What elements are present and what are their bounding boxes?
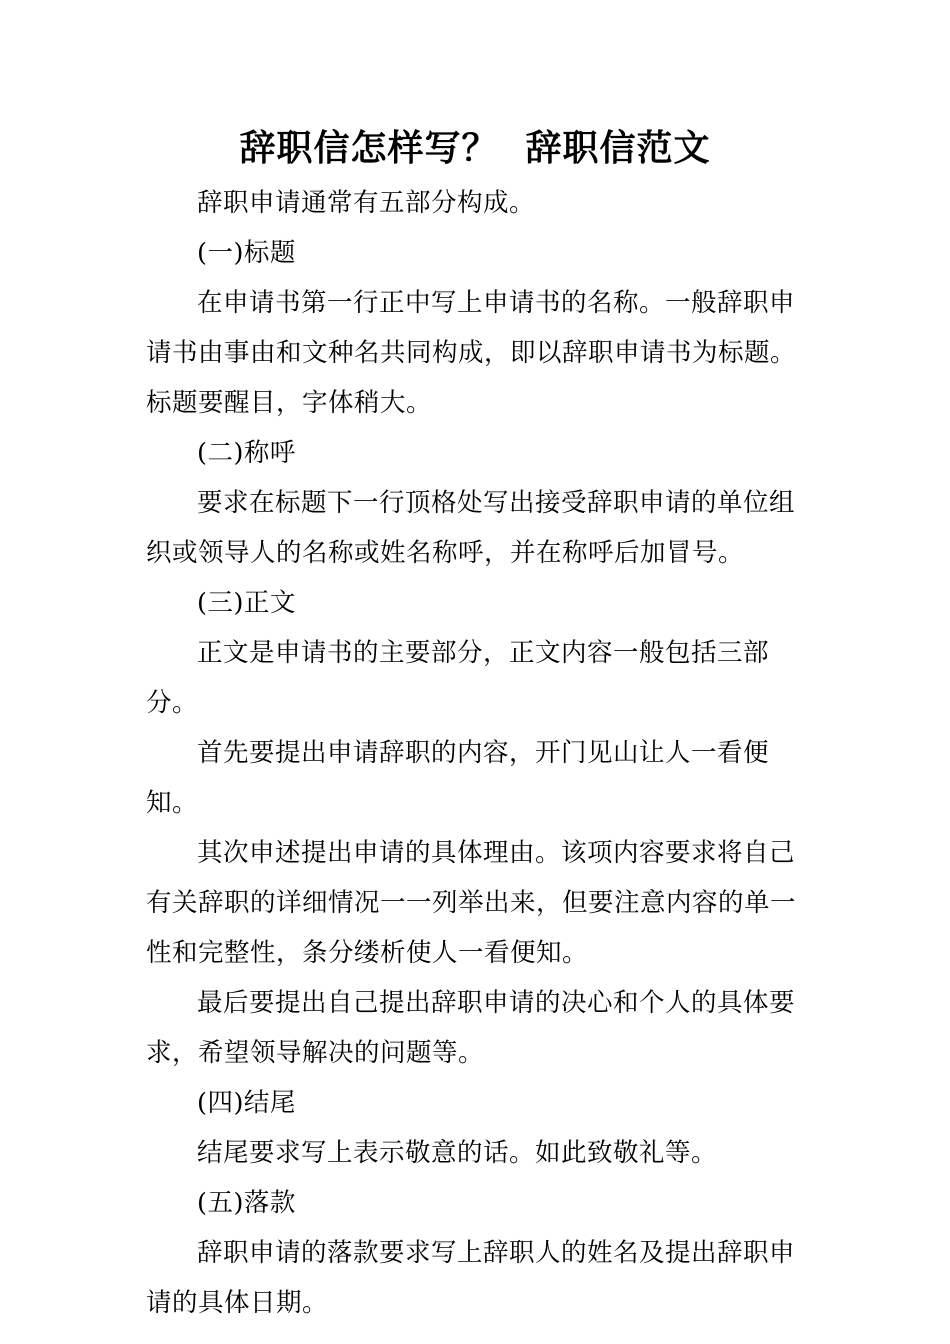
section-heading-closing: (四)结尾 bbox=[197, 1088, 296, 1118]
document-body bbox=[146, 178, 810, 1328]
section-heading-body: (三)正文 bbox=[197, 588, 296, 618]
closing-description-paragraph: 结尾要求写上表示敬意的话。如此致敬礼等。 bbox=[197, 1138, 718, 1168]
section-heading-title: (一)标题 bbox=[197, 238, 296, 268]
salutation-description-paragraph: 要求在标题下一行顶格处写出接受辞职申请的单位组织或领导人的名称或姓名称呼，并在称呼后加冒号。 bbox=[146, 488, 796, 568]
body-point-last-paragraph: 最后要提出自己提出辞职申请的决心和个人的具体要求，希望领导解决的问题等。 bbox=[146, 988, 796, 1068]
title-description-paragraph: 在申请书第一行正中写上申请书的名称。一般辞职申请书由事由和文种名共同构成，即以辞职申请书为标题。标题要醒目，字体稍大。 bbox=[146, 288, 797, 418]
intro-paragraph: 辞职申请通常有五部分构成。 bbox=[197, 188, 536, 218]
body-point-first-paragraph: 首先要提出申请辞职的内容，开门见山让人一看便知。 bbox=[146, 738, 770, 818]
body-point-second-paragraph: 其次申述提出申请的具体理由。该项内容要求将自己有关辞职的详细情况一一列举出来，但要注意内容的单一性和完整性，条分缕析使人一看便知。 bbox=[146, 838, 797, 968]
document-title: 辞职信怎样写？ 辞职信范文 bbox=[239, 128, 711, 169]
section-heading-salutation: (二)称呼 bbox=[197, 438, 296, 468]
section-heading-signature: (五)落款 bbox=[197, 1188, 296, 1218]
signature-description-paragraph: 辞职申请的落款要求写上辞职人的姓名及提出辞职申请的具体日期。 bbox=[146, 1238, 796, 1318]
body-description-paragraph: 正文是申请书的主要部分，正文内容一般包括三部分。 bbox=[146, 638, 770, 718]
